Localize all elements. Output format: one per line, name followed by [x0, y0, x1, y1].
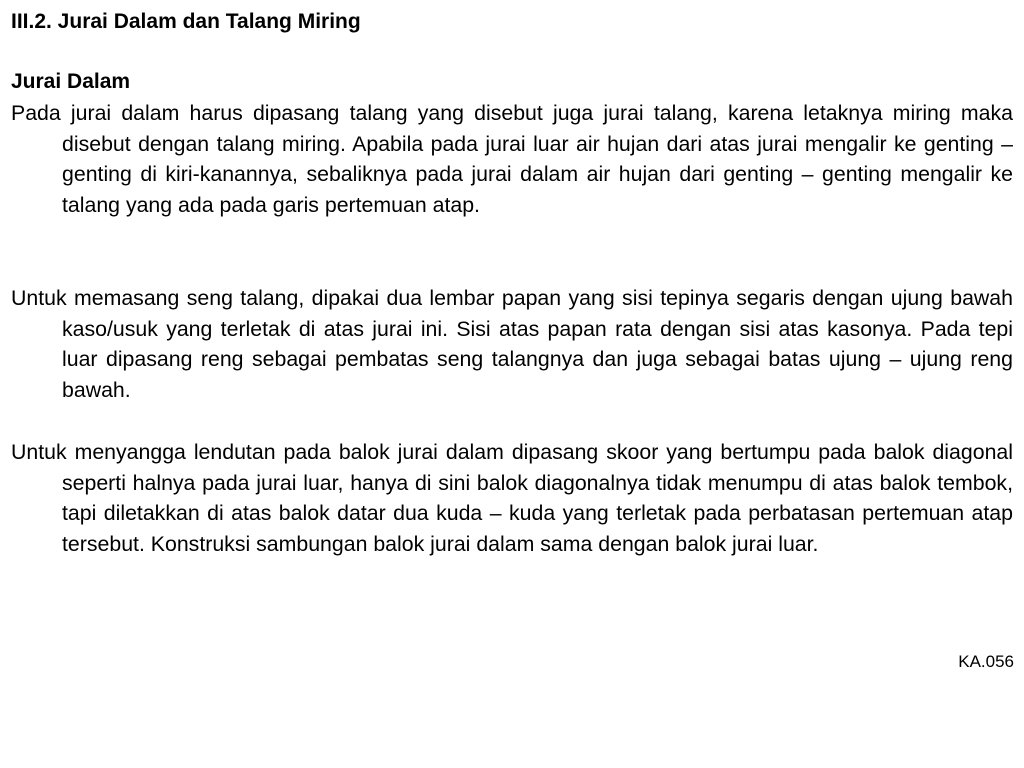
section-title: III.2. Jurai Dalam dan Talang Miring	[11, 10, 361, 33]
paragraph-2: Untuk memasang seng talang, dipakai dua lembar papan yang sisi tepinya segaris dengan ujung bawah kaso/usuk yang terletak di atas jurai ini. Sisi atas papan rata dengan sisi atas kasonya. Pada tepi luar dipasang reng sebagai pembatas seng talangnya dan juga sebagai batas ujung – ujung reng bawah.	[11, 286, 1013, 402]
paragraph-3: Untuk menyangga lendutan pada balok jurai dalam dipasang skoor yang bertumpu pada balok diagonal seperti halnya pada jurai luar, hanya di sini balok diagonalnya tidak menumpu di atas balok tembok, tapi diletakkan di atas balok datar dua kuda – kuda yang terletak pada perbatasan pertemuan atap tersebut. Konstruksi sambungan balok jurai dalam sama dengan balok jurai luar.	[11, 440, 1013, 556]
paragraph-1: Pada jurai dalam harus dipasang talang yang disebut juga jurai talang, karena letaknya miring maka disebut dengan talang miring. Apabila pada jurai luar air hujan dari atas jurai mengalir ke genting – genting di kiri-kanannya, sebaliknya pada jurai dalam air hujan dari genting – genting mengalir ke talang yang ada pada garis pertemuan atap.	[11, 101, 1013, 217]
subheading-jurai-dalam: Jurai Dalam	[11, 70, 131, 93]
page-code: KA.056	[958, 652, 1014, 671]
